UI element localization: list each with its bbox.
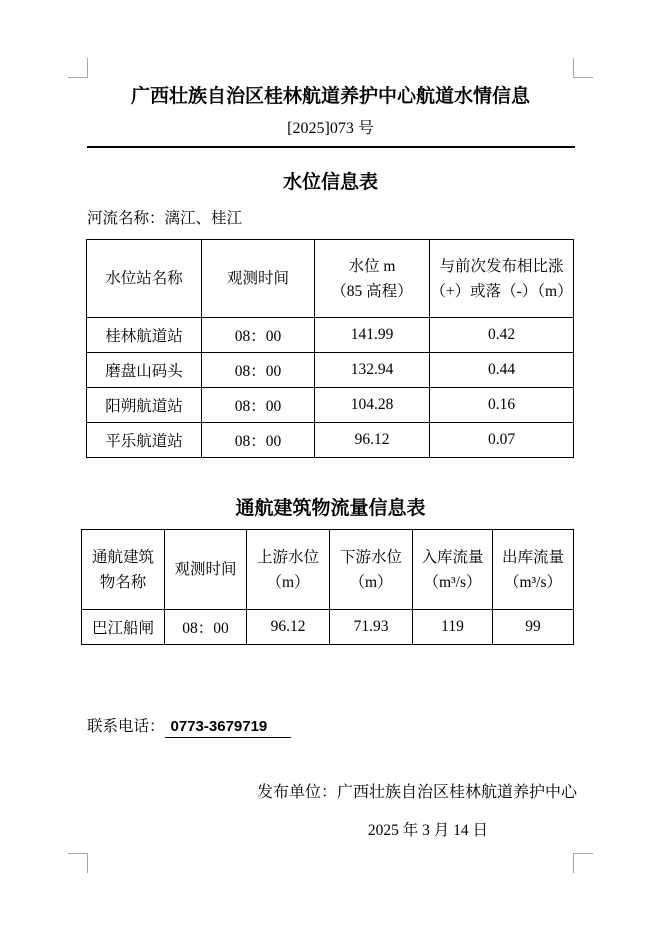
level-cell: 96.12 bbox=[315, 423, 430, 458]
level-cell: 141.99 bbox=[315, 318, 430, 353]
water-table-title: 水位信息表 bbox=[282, 172, 378, 193]
time-cell: 08：00 bbox=[202, 353, 315, 388]
level-cell: 104.28 bbox=[315, 388, 430, 423]
change-cell: 0.07 bbox=[430, 423, 574, 458]
header-outflow: 出库流量 （m³/s） bbox=[493, 530, 574, 610]
header-upstream-level: 上游水位 （m） bbox=[247, 530, 330, 610]
station-name-cell: 平乐航道站 bbox=[87, 423, 202, 458]
upstream-cell: 96.12 bbox=[247, 610, 330, 645]
structure-name-cell: 巴江船闸 bbox=[82, 610, 165, 645]
doc-number: [2025]073 号 bbox=[287, 120, 374, 137]
water-level-table bbox=[86, 239, 574, 458]
header-inflow: 入库流量 （m³/s） bbox=[413, 530, 493, 610]
time-cell: 08：00 bbox=[202, 423, 315, 458]
level-cell: 132.94 bbox=[315, 353, 430, 388]
crop-mark-top-left bbox=[68, 58, 88, 78]
time-cell: 08：00 bbox=[202, 388, 315, 423]
publish-date: 2025 年 3 月 14 日 bbox=[367, 822, 488, 839]
station-name-cell: 桂林航道站 bbox=[87, 318, 202, 353]
table-row bbox=[87, 353, 574, 388]
publisher-line: 发布单位：广西壮族自治区桂林航道养护中心 bbox=[256, 784, 577, 801]
header-level-change: 与前次发布相比涨 （+）或落（-）（m） bbox=[430, 240, 574, 318]
page-title: 广西壮族自治区桂林航道养护中心航道水情信息 bbox=[130, 86, 530, 107]
station-name-cell: 磨盘山码头 bbox=[87, 353, 202, 388]
flow-table-header-row bbox=[82, 530, 574, 610]
table-row bbox=[87, 388, 574, 423]
outflow-cell: 99 bbox=[493, 610, 574, 645]
table-row bbox=[87, 318, 574, 353]
table-row bbox=[82, 610, 574, 645]
crop-mark-bottom-left bbox=[68, 853, 88, 873]
flow-table bbox=[81, 529, 574, 645]
flow-table-title: 通航建筑物流量信息表 bbox=[235, 498, 426, 519]
crop-mark-bottom-right bbox=[573, 853, 593, 873]
header-water-level: 水位 m （85 高程） bbox=[315, 240, 430, 318]
header-structure-name: 通航建筑 物名称 bbox=[82, 530, 165, 610]
change-cell: 0.44 bbox=[430, 353, 574, 388]
header-observation-time: 观测时间 bbox=[202, 240, 315, 318]
time-cell: 08：00 bbox=[202, 318, 315, 353]
header-station-name: 水位站名称 bbox=[87, 240, 202, 318]
contact-phone: 0773-3679719 bbox=[165, 718, 292, 738]
header-observation-time: 观测时间 bbox=[165, 530, 247, 610]
table-row bbox=[87, 423, 574, 458]
inflow-cell: 119 bbox=[413, 610, 493, 645]
time-cell: 08：00 bbox=[165, 610, 247, 645]
crop-mark-top-right bbox=[573, 58, 593, 78]
change-cell: 0.42 bbox=[430, 318, 574, 353]
water-table-header-row bbox=[87, 240, 574, 318]
header-divider bbox=[87, 146, 575, 148]
header-downstream-level: 下游水位 （m） bbox=[330, 530, 413, 610]
station-name-cell: 阳朔航道站 bbox=[87, 388, 202, 423]
river-name-label: 河流名称：漓江、桂江 bbox=[87, 210, 243, 227]
downstream-cell: 71.93 bbox=[330, 610, 413, 645]
change-cell: 0.16 bbox=[430, 388, 574, 423]
contact-line bbox=[87, 717, 661, 737]
contact-label: 联系电话： bbox=[87, 718, 165, 735]
